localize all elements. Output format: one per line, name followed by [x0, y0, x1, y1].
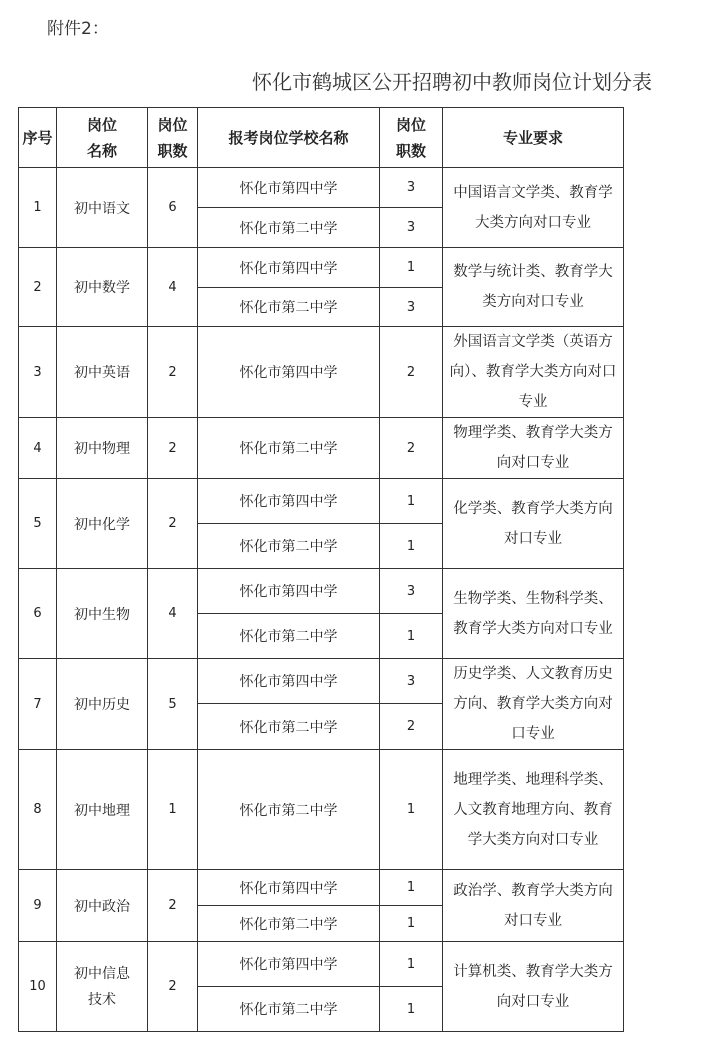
table-row [19, 942, 624, 987]
table-row [19, 870, 624, 906]
row-requirement: 生物学类、生物科学类、教育学大类方向对口专业 [443, 569, 624, 659]
row-post-count: 4 [148, 569, 198, 659]
row-post-name: 初中地理 [57, 750, 148, 870]
row-seq: 6 [19, 569, 57, 659]
row-post-name [57, 942, 148, 1032]
row-school-count: 1 [380, 906, 443, 942]
row-school-name: 怀化市第二中学 [198, 614, 380, 659]
row-post-name: 初中生物 [57, 569, 148, 659]
row-post-count: 2 [148, 418, 198, 479]
attachment-label: 附件2： [47, 19, 109, 39]
row-requirement: 地理学类、地理科学类、人文教育地理方向、教育学大类方向对口专业 [443, 750, 624, 870]
header-school: 报考岗位学校名称 [198, 108, 380, 168]
row-post-count: 2 [148, 942, 198, 1032]
row-school-count: 3 [380, 208, 443, 248]
header-post-name: 岗位名称 [87, 115, 118, 160]
row-school-name: 怀化市第四中学 [198, 248, 380, 288]
row-school-count: 1 [380, 479, 443, 524]
row-seq: 7 [19, 659, 57, 750]
row-school-count: 3 [380, 168, 443, 208]
table-header-row [19, 108, 624, 168]
row-post-name: 初中历史 [57, 659, 148, 750]
row-post-count: 6 [148, 168, 198, 248]
row-school-name: 怀化市第四中学 [198, 168, 380, 208]
row-post-count: 2 [148, 479, 198, 569]
row-school-name: 怀化市第二中学 [198, 987, 380, 1032]
table-row [19, 659, 624, 704]
page-title: 怀化市鹤城区公开招聘初中教师岗位计划分表 [252, 70, 652, 94]
row-school-name: 怀化市第二中学 [198, 524, 380, 569]
table-row [19, 750, 624, 870]
row-school-name: 怀化市第二中学 [198, 288, 380, 327]
table-row [19, 168, 624, 208]
row-post-count: 4 [148, 248, 198, 327]
row-school-count: 1 [380, 942, 443, 987]
row-school-name: 怀化市第四中学 [198, 659, 380, 704]
row-requirement: 政治学、教育学大类方向对口专业 [443, 870, 624, 942]
table-row [19, 327, 624, 418]
row-school-name: 怀化市第二中学 [198, 704, 380, 750]
row-post-name: 初中化学 [57, 479, 148, 569]
table-row [19, 569, 624, 614]
row-post-name: 初中物理 [57, 418, 148, 479]
row-post-count: 1 [148, 750, 198, 870]
row-seq: 2 [19, 248, 57, 327]
row-post-name: 初中英语 [57, 327, 148, 418]
row-school-count: 1 [380, 750, 443, 870]
row-seq: 4 [19, 418, 57, 479]
row-requirement: 计算机类、教育学大类方向对口专业 [443, 942, 624, 1032]
header-seq: 序号 [22, 128, 53, 147]
row-post-name: 初中语文 [57, 168, 148, 248]
row-requirement: 化学类、教育学大类方向对口专业 [443, 479, 624, 569]
row-seq: 10 [19, 942, 57, 1032]
row-school-name: 怀化市第四中学 [198, 479, 380, 524]
row-school-name: 怀化市第二中学 [198, 750, 380, 870]
row-school-name: 怀化市第四中学 [198, 569, 380, 614]
row-requirement: 中国语言文学类、教育学大类方向对口专业 [443, 168, 624, 248]
row-school-count: 3 [380, 659, 443, 704]
row-post-name: 初中政治 [57, 870, 148, 942]
row-school-count: 3 [380, 569, 443, 614]
row-post-name: 初中数学 [57, 248, 148, 327]
recruitment-plan-table [18, 107, 624, 1032]
row-seq: 3 [19, 327, 57, 418]
row-seq: 5 [19, 479, 57, 569]
row-school-count: 2 [380, 418, 443, 479]
row-post-count: 2 [148, 870, 198, 942]
header-post-count: 岗位职数 [157, 115, 188, 160]
row-school-name: 怀化市第四中学 [198, 942, 380, 987]
row-seq: 8 [19, 750, 57, 870]
row-school-name: 怀化市第二中学 [198, 418, 380, 479]
row-school-count: 2 [380, 704, 443, 750]
row-requirement: 物理学类、教育学大类方向对口专业 [443, 418, 624, 479]
row-school-name: 怀化市第二中学 [198, 906, 380, 942]
row-seq: 1 [19, 168, 57, 248]
row-requirement: 历史学类、人文教育历史方向、教育学大类方向对口专业 [443, 659, 624, 750]
table-row [19, 418, 624, 479]
row-school-count: 1 [380, 987, 443, 1032]
row-school-count: 3 [380, 288, 443, 327]
row-school-count: 1 [380, 870, 443, 906]
row-school-count: 1 [380, 614, 443, 659]
table-row [19, 479, 624, 524]
row-post-count: 2 [148, 327, 198, 418]
row-requirement: 外国语言文学类（英语方向）、教育学大类方向对口专业 [443, 327, 624, 418]
row-school-name: 怀化市第四中学 [198, 870, 380, 906]
row-requirement: 数学与统计类、教育学大类方向对口专业 [443, 248, 624, 327]
row-school-count: 2 [380, 327, 443, 418]
row-school-count: 1 [380, 248, 443, 288]
header-school-count: 岗位职数 [396, 115, 427, 160]
table-row [19, 248, 624, 288]
row-school-count: 1 [380, 524, 443, 569]
row-school-name: 怀化市第二中学 [198, 208, 380, 248]
row-school-name: 怀化市第四中学 [198, 327, 380, 418]
row-seq: 9 [19, 870, 57, 942]
header-requirement: 专业要求 [443, 108, 624, 168]
row-post-count: 5 [148, 659, 198, 750]
row-post-name-text: 初中信息技术 [74, 965, 130, 1008]
